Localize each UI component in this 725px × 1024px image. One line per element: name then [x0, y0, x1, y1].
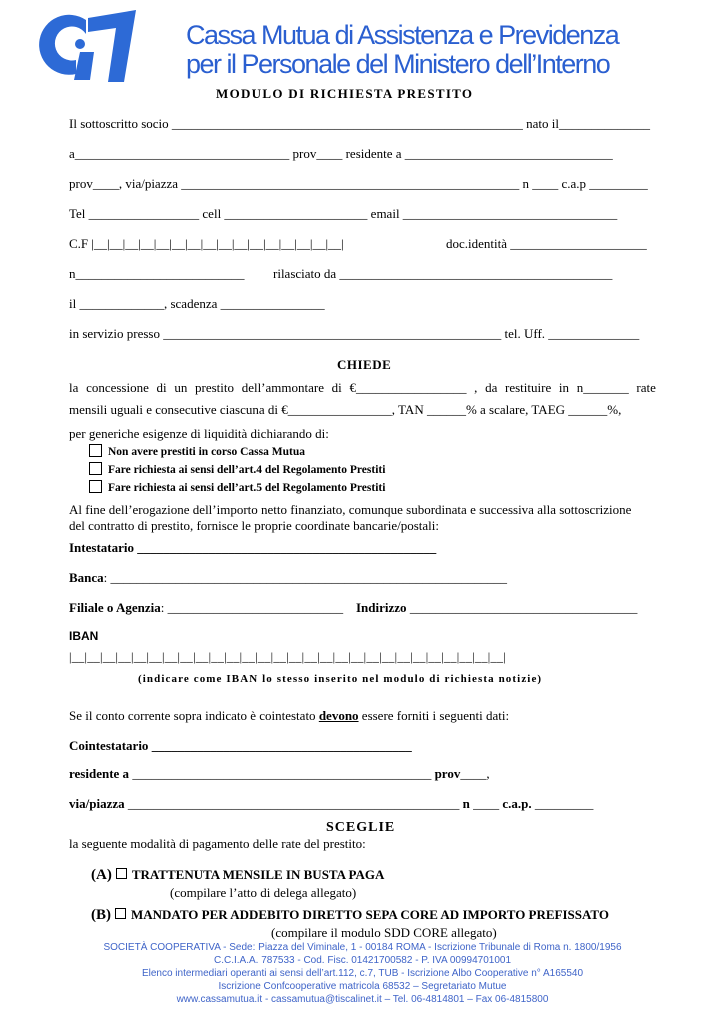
socio-line-contacts[interactable]: Tel _________________ cell ______________________ email _________________________________	[69, 206, 618, 221]
sceglie-heading: SCEGLIE	[326, 820, 396, 835]
sceglie-intro: la seguente modalità di pagamento delle rate del prestito:	[69, 836, 366, 851]
form-title: MODULO DI RICHIESTA PRESTITO	[216, 86, 474, 101]
socio-line-address[interactable]: prov____, via/piazza ____________________________________________________ n ____ c.a.p _________	[69, 176, 648, 191]
organization-name-line1: Cassa Mutua di Assistenza e Previdenza	[186, 20, 619, 50]
checkbox-icon[interactable]	[89, 462, 102, 475]
doc-number-field[interactable]: n__________________________	[69, 266, 245, 281]
payment-option-a[interactable]: (A) TRATTENUTA MENSILE IN BUSTA PAGA	[91, 867, 385, 883]
erogazione-text-line1: Al fine dell’erogazione dell’importo netto finanziato, comunque subordinata e successiva alla sottoscrizione	[69, 502, 632, 517]
iban-boxes[interactable]: |__|__|__|__|__|__|__|__|__|__|__|__|__|__|__|__|__|__|__|__|__|__|__|__|__|__|__|__|	[69, 650, 506, 664]
option-art4[interactable]: Fare richiesta ai sensi dell’art.4 del Regolamento Prestiti	[89, 462, 385, 476]
iban-label: IBAN	[69, 629, 99, 643]
socio-line-name[interactable]: Il sottoscritto socio ______________________________________________________ nato il______________	[69, 116, 651, 131]
chiede-rate-line[interactable]: mensili uguali e consecutive ciascuna di €________________, TAN ______% a scalare, TAEG ______%,	[69, 402, 622, 417]
doc-issuer-field[interactable]: rilasciato da __________________________________________	[273, 266, 613, 281]
footer-contacts[interactable]: www.cassamutua.it - cassamutua@tiscalinet.it – Tel. 06-4814801 – Fax 06-4815800	[176, 994, 549, 1005]
payment-option-b-note: (compilare il modulo SDD CORE allegato)	[271, 925, 497, 940]
banca-field[interactable]: Banca: _____________________________________________________________	[69, 570, 508, 585]
servizio-field[interactable]: in servizio presso ____________________________________________________ tel. Uff. ______________	[69, 326, 640, 341]
doc-dates-field[interactable]: il _____________, scadenza ________________	[69, 296, 325, 311]
footer-line-1: SOCIETÀ COOPERATIVA - Sede: Piazza del Viminale, 1 - 00184 ROMA - Iscrizione Tribunale di Roma n. 1800/1956	[103, 942, 622, 953]
footer-line-2: C.C.I.A.A. 787533 - Cod. Fisc. 01421700582 - P. IVA 00994701001	[213, 955, 512, 966]
payment-option-b[interactable]: (B) MANDATO PER ADDEBITO DIRETTO SEPA CORE AD IMPORTO PREFISSATO	[91, 907, 609, 923]
organization-name-line2: per il Personale del Ministero dell’Interno	[186, 49, 610, 79]
intestatario-field[interactable]: Intestatario ______________________________________________	[69, 540, 437, 555]
payment-option-a-note: (compilare l’atto di delega allegato)	[170, 885, 357, 900]
via-piazza-field[interactable]: via/piazza ___________________________________________________ n ____ c.a.p. _________	[69, 796, 594, 811]
iban-note: (indicare come IBAN lo stesso inserito nel modulo di richiesta notizie)	[138, 673, 543, 685]
checkbox-icon[interactable]	[115, 908, 126, 919]
chiede-esigenze-text: per generiche esigenze di liquidità dichiarando di:	[69, 426, 329, 441]
residente-field[interactable]: residente a ______________________________________________ prov____,	[69, 766, 490, 781]
option-art5[interactable]: Fare richiesta ai sensi dell’art.5 del Regolamento Prestiti	[89, 480, 385, 494]
footer-line-4: Iscrizione Confcooperative matricola 68532 – Segretariato Mutue	[218, 981, 507, 992]
chiede-heading: CHIEDE	[337, 357, 392, 372]
cassa-mutua-logo	[24, 8, 142, 84]
option-no-loans[interactable]: Non avere prestiti in corso Cassa Mutua	[89, 444, 305, 458]
socio-line-residence[interactable]: a_________________________________ prov____ residente a ________________________________	[69, 146, 613, 161]
indirizzo-field[interactable]: Indirizzo ___________________________________	[356, 600, 638, 615]
checkbox-icon[interactable]	[89, 480, 102, 493]
checkbox-icon[interactable]	[89, 444, 102, 457]
chiede-amount-line[interactable]: la concessione di un prestito dell’ammontare di €_________________ , da restituire in n_______ rate	[69, 380, 656, 395]
cointestato-intro: Se il conto corrente sopra indicato è cointestato devono essere forniti i seguenti dati:	[69, 708, 510, 723]
erogazione-text-line2: del contratto di prestito, fornisce le proprie coordinate bancarie/postali:	[69, 518, 440, 533]
doc-identita-field[interactable]: doc.identità _____________________	[446, 236, 647, 251]
cointestatario-field[interactable]: Cointestatario ________________________________________	[69, 738, 412, 753]
filiale-field[interactable]: Filiale o Agenzia: ___________________________	[69, 600, 344, 615]
checkbox-icon[interactable]	[116, 868, 127, 879]
footer-line-3: Elenco intermediari operanti ai sensi dell’art.112, c.7, TUB - Iscrizione Albo Cooperative n° A165540	[141, 968, 584, 979]
codice-fiscale-field[interactable]: C.F |__|__|__|__|__|__|__|__|__|__|__|__|__|__|__|__|	[69, 236, 344, 251]
